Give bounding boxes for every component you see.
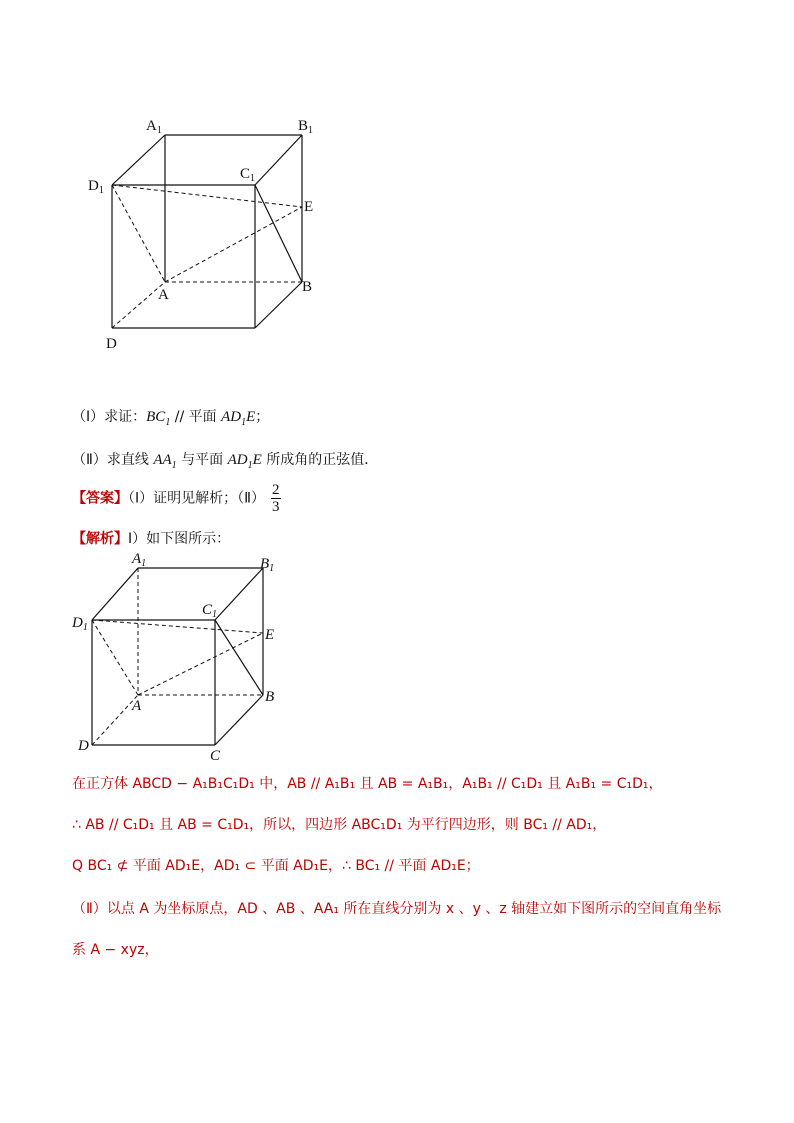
proof-line-4: （Ⅱ）以点 A 为坐标原点，AD 、AB 、AA₁ 所在直线分别为 x 、y 、z 轴建立如下图所示的空间直角坐标 [72,901,722,917]
label-A1: $A_1$ [132,551,147,569]
label-B1: $B_1$ [298,118,314,136]
segment-D1A-hidden [112,185,165,282]
label-C1: $C_1$ [240,166,256,184]
label-E: E [265,627,275,643]
segment-AE-hidden [138,633,263,695]
label-C: C [210,748,221,763]
proof-line-1: 在正方体 ABCD − A₁B₁C₁D₁ 中，AB // A₁B₁ 且 AB = A₁B₁，A₁B₁ // C₁D₁ 且 A₁B₁ = C₁D₁， [72,776,663,792]
label-B1: $B_1$ [260,556,275,574]
segment-D1E-hidden [92,620,263,633]
edge-D1A1 [92,568,138,620]
question-1: （Ⅰ）求证：$BC_1$ // 平面 $AD_1E$； [72,409,270,428]
label-D1: $D_1$ [88,178,104,196]
proof-line-2: ∴ AB // C₁D₁ 且 AB = C₁D₁，所以，四边形 ABC₁D₁ 为平行四边形，则 BC₁ // AD₁， [72,817,607,833]
label-E: E [304,199,314,215]
edge-CB [215,695,263,745]
edge-CB [255,282,302,328]
label-B: B [265,689,275,705]
label-A1: $A_1$ [146,118,162,136]
edge-C1B1 [215,568,263,620]
cube-figure-2 [70,548,300,763]
segment-D1A-hidden [92,620,138,695]
analysis-heading: 【解析】Ⅰ）如下图所示： [72,531,231,547]
segment-D1E-hidden [112,185,302,207]
segment-AE-hidden [165,207,302,282]
label-D: D [78,738,89,754]
answer-line: 【答案】（Ⅰ）证明见解析；（Ⅱ） $\frac{2}{3}$ [72,482,280,515]
segment-C1B [255,185,302,282]
edge-D1A1 [112,135,165,185]
label-A: A [132,698,142,714]
label-D1: $D_1$ [72,615,88,633]
edge-C1B1 [255,135,302,185]
answer-tag: 【答案】 [72,490,128,507]
answer-fraction: $\frac{2}{3}$ [272,482,280,515]
label-B: B [302,279,313,295]
proof-line-5: 系 A − xyz， [72,942,159,958]
label-C1: $C_1$ [202,602,218,620]
cube-figure-1 [80,110,340,355]
label-A: A [158,287,169,303]
analysis-tag: 【解析】 [72,531,128,547]
question-2: （Ⅱ）求直线 $AA_1$ 与平面 $AD_1E$ 所成角的正弦值． [72,452,379,471]
proof-line-3: Q BC₁ ⊄ 平面 AD₁E，AD₁ ⊂ 平面 AD₁E，∴ BC₁ // 平面 AD₁E； [72,858,480,874]
label-D: D [106,336,117,352]
